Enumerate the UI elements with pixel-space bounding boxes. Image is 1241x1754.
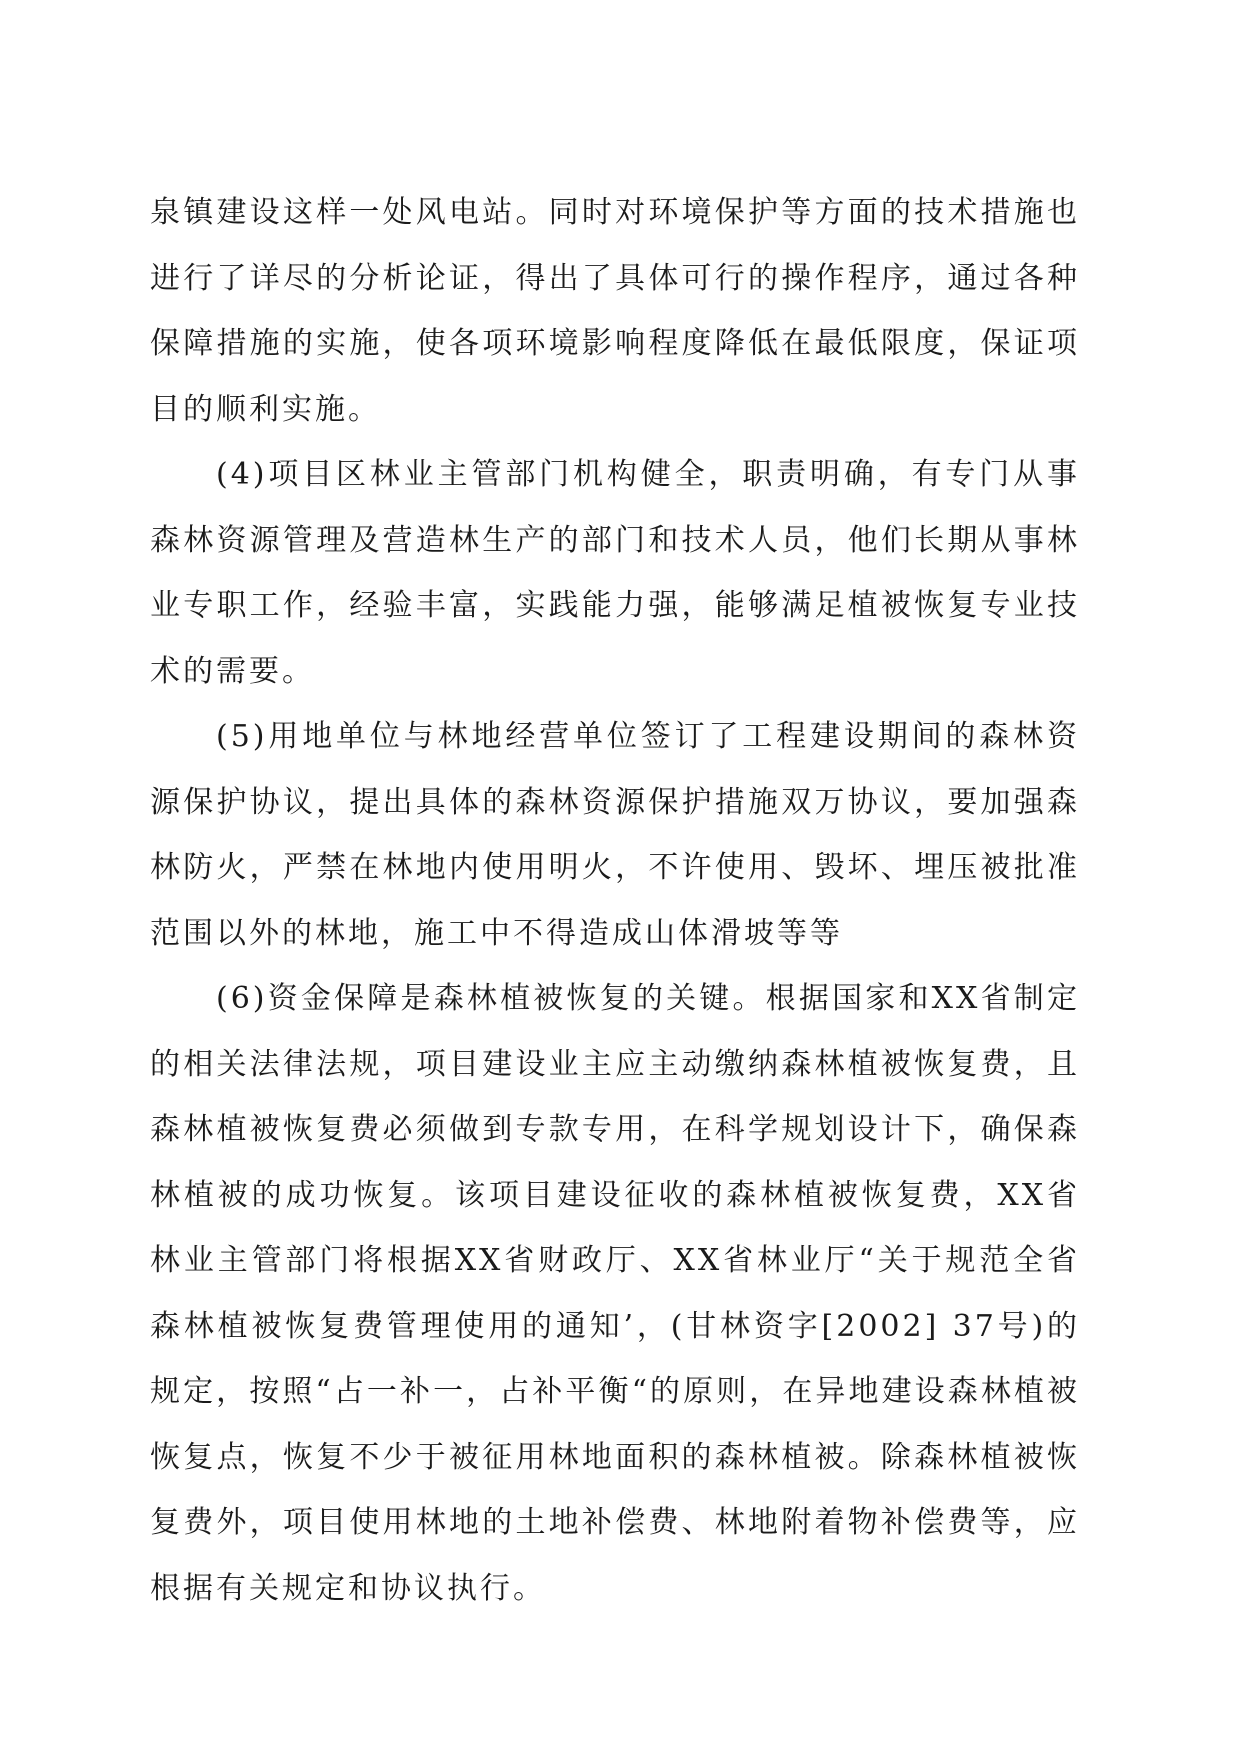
paragraph-1: 泉镇建设这样一处风电站。同时对环境保护等方面的技术措施也进行了详尽的分析论证，得出了具体可行的操作程序，通过各种保障措施的实施，使各项环境影响程度降低在最低限度，保证项目的顺利实施。 [150, 195, 1080, 427]
paragraph-item-5: (5)用地单位与林地经营单位签订了工程建设期间的森林资源保护协议，提出具体的森林资源保护措施双万协议，要加强森林防火，严禁在林地内使用明火，不许使用、毁坏、埋压被批准范围以外的林地，施工中不得造成山体滑坡等等 [150, 719, 1080, 951]
document-body [150, 180, 1080, 1621]
paragraph-item-4: (4)项目区林业主管部门机构健全，职责明确，有专门从事森林资源管理及营造林生产的部门和技术人员，他们长期从事林业专职工作，经验丰富，实践能力强，能够满足植被恢复专业技术的需要。 [150, 457, 1080, 689]
paragraph-item-6: (6)资金保障是森林植被恢复的关键。根据国家和XX省制定的相关法律法规，项目建设业主应主动缴纳森林植被恢复费，且森林植被恢复费必须做到专款专用，在科学规划设计下，确保森林植被的成功恢复。该项目建设征收的森林植被恢复费，XX省林业主管部门将根据XX省财政厅、XX省林业厅“关于规范全省森林植被恢复费管理使用的通知’，(甘林资字[2002] 37号)的规定，按照“占一补一，占补平衡“的原则，在异地建设森林植被恢复点，恢复不少于被征用林地面积的森林植被。除森林植被恢复费外，项目使用林地的土地补偿费、林地附着物补偿费等，应根据有关规定和协议执行。 [150, 981, 1080, 1606]
